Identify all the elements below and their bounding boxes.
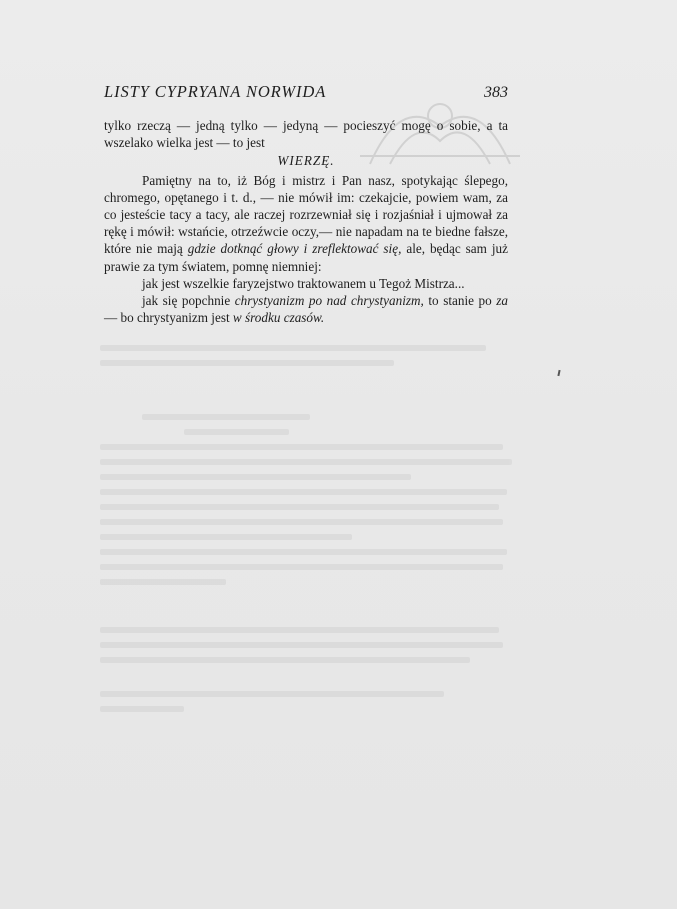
paragraph-4 — [104, 292, 508, 326]
paragraph-3: jak jest wszelkie faryzejstwo traktowanem u Tegoż Mistrza... — [142, 275, 465, 291]
paragraph-4-emphasis-1: chrystyanizm po nad chrystyanizm, — [234, 293, 424, 309]
paragraph-2-text-a: Pamiętny na to, iż Bóg i mistrz i Pan nasz, spotykając ślepego, chromego, opętanego i t. d., — nie mówił im: czekajcie, powiem wam, za co jesteście tacy a tacy, ale raczej rozrzewniał się i rozjaśniał i ujmował za rękę i mówił: wstańcie, otrzeźwcie oczy,— nie napadam na te biedne fałsze, które nie mają — [104, 172, 508, 257]
paragraph-2-emphasis: gdzie dotknąć głowy i zreflektować się, — [187, 241, 402, 257]
section-heading: WIERZĘ. — [277, 153, 335, 169]
paragraph-4-emphasis-3: w środku czasów. — [232, 310, 325, 326]
paragraph-4-emphasis-2: za — [496, 293, 508, 309]
paragraph-4-text-a: jak się popchnie — [142, 293, 235, 309]
body-text — [104, 117, 508, 326]
running-header — [104, 82, 508, 104]
paragraph-1: tylko rzeczą — jedną tylko — jedyną — pocieszyć mogę o sobie, a ta wszelako wielka jest — to jest — [104, 118, 508, 151]
paragraph-4-text-c: — bo chrystyanizm jest — [104, 310, 233, 326]
margin-mark — [557, 370, 560, 376]
page-number: 383 — [484, 84, 508, 101]
paragraph-2 — [104, 172, 508, 275]
reverse-side-bleedthrough — [100, 345, 520, 721]
paragraph-4-text-b: to stanie po — [423, 293, 497, 309]
running-title: LISTY CYPRYANA NORWIDA — [104, 82, 327, 101]
paragraph-2-text-b: ale, będąc sam już prawie za tym światem, pomnę niemniej: — [104, 241, 508, 274]
